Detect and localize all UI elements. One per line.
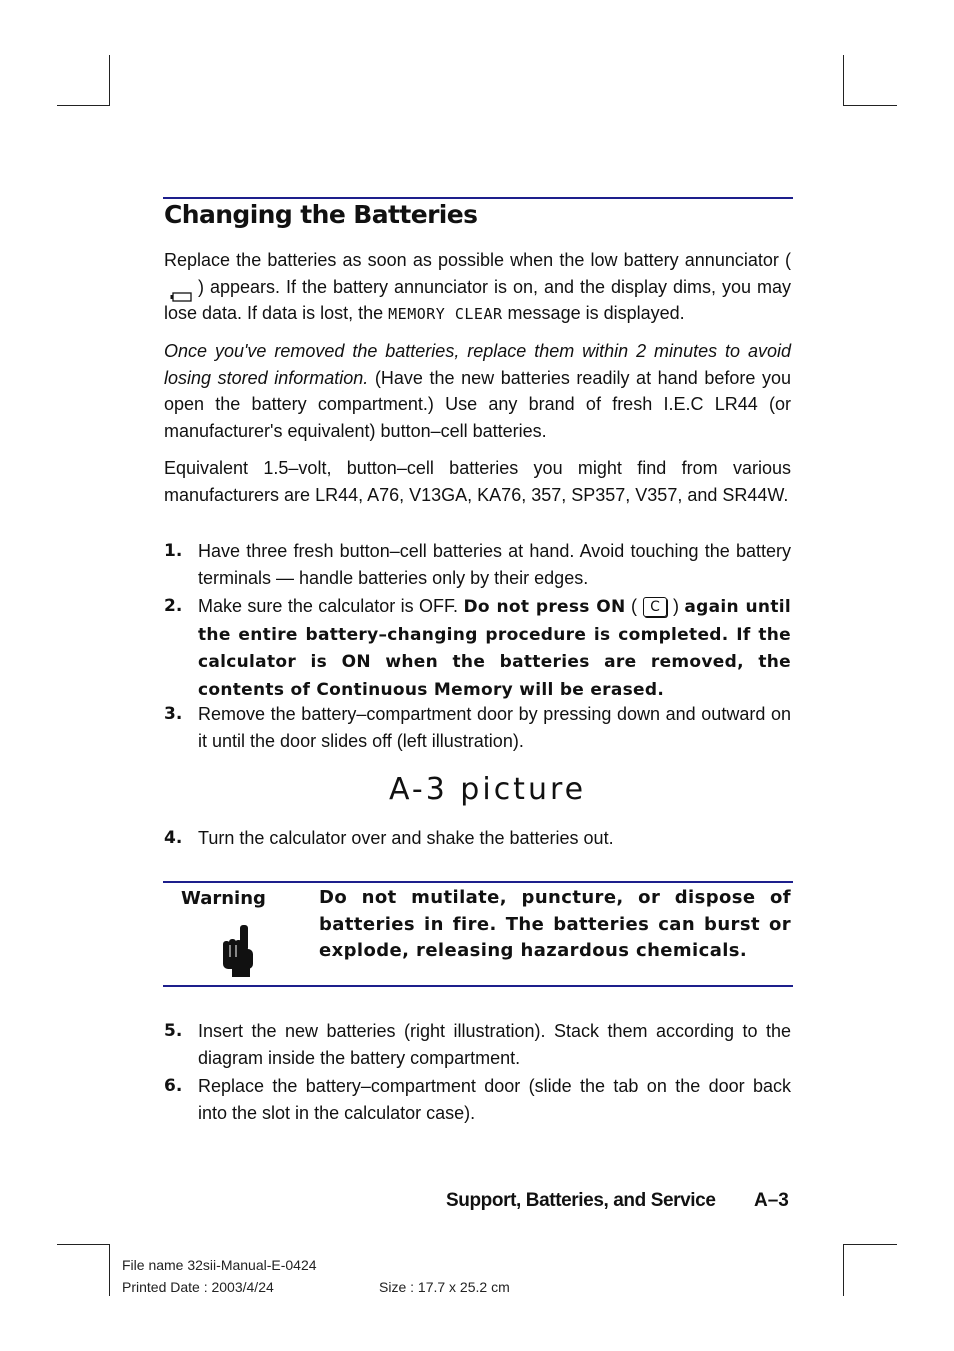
warning-top-rule — [163, 881, 793, 883]
step-4 — [164, 825, 791, 852]
heading-rule — [163, 197, 793, 199]
warning-text: Do not mutilate, puncture, or dispose of batteries in fire. The batteries can burst or explode, releasing hazardous chemicals. — [319, 887, 791, 961]
crop-mark-bottom-left-h — [57, 1244, 110, 1245]
step-text: Remove the battery–compartment door by pressing down and outward on it until the door slides off (left illustration). — [198, 704, 791, 751]
step-number: 4. — [164, 828, 183, 848]
caution-paragraph — [164, 338, 791, 444]
pointing-hand-icon — [220, 923, 256, 978]
clear-key-icon: C — [643, 597, 667, 617]
step-text: Replace the battery–compartment door (slide the tab on the door back into the slot in the calculator case). — [198, 1076, 791, 1123]
step-text: Make sure the calculator is OFF. — [198, 596, 459, 616]
step-2: 2. Make sure the calculator is OFF. Do not press ON ( C ) again until the entire battery–changing procedure is completed. If the calculator is ON when the batteries are removed, the contents of Continuous Memory will be erased. — [164, 593, 791, 703]
equivalents-paragraph — [164, 455, 791, 508]
intro-text-1: Replace the batteries as soon as possible when the low battery annunciator ( — [164, 250, 791, 270]
crop-mark-top-right-h — [843, 105, 897, 106]
crop-mark-bottom-right-v — [843, 1244, 844, 1296]
step-text: Insert the new batteries (right illustration). Stack them according to the diagram inside the battery compartment. — [198, 1021, 791, 1068]
intro-text-3: message is displayed. — [507, 303, 685, 323]
intro-text-2: ) appears. If the battery annunciator is on, and the display dims, you may lose data. If data is lost, the — [164, 276, 791, 323]
caution-rest: (Have the new batteries readily at hand before you open the battery compartment.) Use any brand of fresh I.E.C LR44 (or manufacturer's equivalent) button–cell batteries. — [164, 367, 791, 441]
print-date: Printed Date : 2003/4/24 — [122, 1279, 274, 1295]
step-number: 6. — [164, 1076, 183, 1096]
step-number: 3. — [164, 704, 183, 724]
picture-placeholder: A-3 picture — [389, 772, 587, 807]
step-number: 5. — [164, 1021, 183, 1041]
intro-paragraph — [164, 247, 791, 328]
print-size: Size : 17.7 x 25.2 cm — [379, 1279, 510, 1295]
step-1 — [164, 538, 791, 591]
warning-label: Warning — [181, 888, 266, 909]
low-battery-annunciator-icon — [170, 283, 192, 293]
footer-page-number: A–3 — [754, 1190, 789, 1211]
step-6 — [164, 1073, 791, 1126]
crop-mark-bottom-left-v — [109, 1244, 110, 1296]
step-3 — [164, 701, 791, 754]
print-file-name: File name 32sii-Manual-E-0424 — [122, 1257, 317, 1273]
step-warning-bold: Do not press ON — [463, 597, 626, 617]
crop-mark-top-left-h — [57, 105, 110, 106]
warning-bottom-rule — [163, 985, 793, 987]
footer-section-title: Support, Batteries, and Service — [446, 1190, 716, 1211]
step-number: 2. — [164, 596, 183, 616]
section-heading: Changing the Batteries — [164, 200, 478, 229]
step-text: Have three fresh button–cell batteries at hand. Avoid touching the battery terminals — handle batteries only by their edges. — [198, 541, 791, 588]
equivalents-text: Equivalent 1.5–volt, button–cell batteries you might find from various manufacturers are LR44, A76, V13GA, KA76, 357, SP357, V357, and SR44W. — [164, 458, 791, 505]
step-text: Turn the calculator over and shake the batteries out. — [198, 828, 614, 848]
step-warning-bold-continued: again until the entire battery–changing procedure is completed. If the calculator is ON when the batteries are removed, the contents of Continuous Memory will be erased. — [198, 597, 791, 700]
memory-clear-message: MEMORY CLEAR — [388, 305, 503, 323]
crop-mark-top-right-v — [843, 55, 844, 106]
step-5 — [164, 1018, 791, 1071]
caution-italic: Once you've removed the batteries, replace them within 2 minutes to avoid losing stored information. — [164, 341, 791, 388]
crop-mark-bottom-right-h — [843, 1244, 897, 1245]
crop-mark-top-left-v — [109, 55, 110, 106]
step-number: 1. — [164, 541, 183, 561]
